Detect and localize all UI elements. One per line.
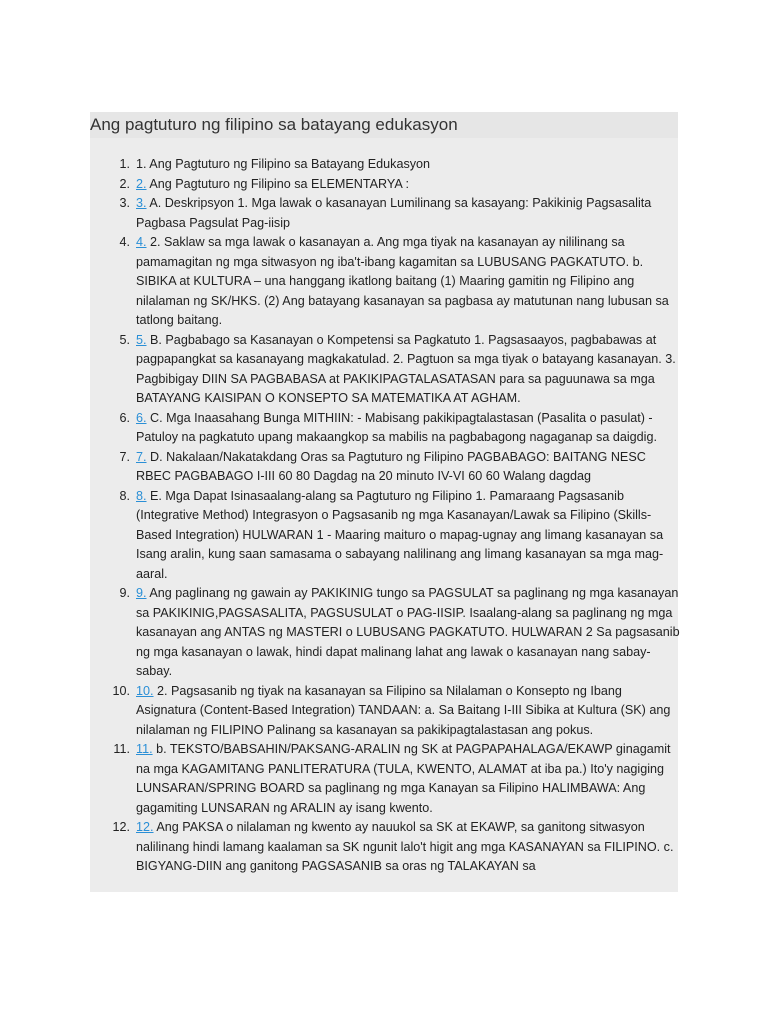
item-text: Ang paglinang ng gawain ay PAKIKINIG tungo sa PAGSULAT sa paglinang ng mga kasanayan sa PAKIKINIG,PAGSASALITA, PAGSUSULAT o PAG-IISIP. Isaalang-alang sa paglinang ng mga kasanayan ang ANTAS ng MASTERI o LUBUSANG PAGKATUTO. HULWARAN 2 Sa pagsasanib ng mga kasanayan o lawak, hindi dapat malinang lahat ang lawak o kasanayan nang sabay-sabay. bbox=[136, 586, 680, 678]
list-item bbox=[100, 584, 680, 682]
list-item bbox=[100, 233, 680, 331]
slide-link[interactable]: 8. bbox=[136, 488, 147, 503]
item-number: 10. bbox=[112, 683, 130, 698]
item-text: 2. Saklaw sa mga lawak o kasanayan a. Ang mga tiyak na kasanayan ay nililinang sa pamamagitan ng mga sitwasyon ng iba't-ibang kagamitan sa LUBUSANG PAGKATUTO. b. SIBIKA at KULTURA – una hanggang ikatlong baitang (1) Maaring gamitin ng Filipino ang nilalaman ng SK/HKS. (2) Ang batayang kasanayan sa pagbasa ay matutunan nang lubusan sa tatlong baitang. bbox=[136, 235, 669, 327]
slide-link[interactable]: 12. bbox=[136, 820, 154, 834]
list-item bbox=[100, 194, 680, 233]
item-number: 12. bbox=[112, 820, 130, 834]
list-item bbox=[100, 155, 680, 175]
item-text: Ang Pagtuturo ng Filipino sa ELEMENTARYA : bbox=[146, 176, 410, 191]
slide-link[interactable]: 11. bbox=[136, 742, 153, 756]
list-item bbox=[100, 682, 680, 741]
slide-link[interactable]: 7. bbox=[136, 449, 147, 464]
item-number: 3. bbox=[119, 196, 130, 210]
slide-link[interactable]: 9. bbox=[136, 586, 147, 600]
item-text: A. Deskripsyon 1. Mga lawak o kasanayan Lumilinang sa kasayang: Pakikinig Pagsasalita Pagbasa Pagsulat Pag-iisip bbox=[136, 196, 652, 230]
item-number: 4. bbox=[119, 235, 130, 249]
slide-link[interactable]: 5. bbox=[136, 332, 147, 347]
list-item bbox=[100, 448, 680, 487]
slide-link[interactable]: 3. bbox=[136, 196, 147, 210]
list-item bbox=[100, 487, 680, 585]
list-item bbox=[100, 331, 680, 409]
item-text: E. Mga Dapat Isinasaalang-alang sa Pagtuturo ng Filipino 1. Pamaraang Pagsasanib (Integrative Method) Integrasyon o Pagsasanib ng mga Kasanayan/Lawak sa Filipino (Skills-Based Integration) HULWARAN 1 - Maaring maituro o mapag-ugnay ang limang kasanayan sa Isang aralin, kung saan samasama o sabayang nalilinang ang limang kasanayan sa mga mag-aaral. bbox=[136, 488, 664, 581]
document-title: Ang pagtuturo ng filipino sa batayang edukasyon bbox=[90, 115, 458, 134]
item-text: 2. Pagsasanib ng tiyak na kasanayan sa Filipino sa Nilalaman o Konsepto ng Ibang Asignatura (Content-Based Integration) TANDAAN: a. Sa Baitang I-III Sibika at Kultura (SK) ang nilalaman ng FILIPINO Palinang sa kasanayan sa pakikipagtalastasan ang pokus. bbox=[136, 683, 671, 737]
slide-link[interactable]: 10. bbox=[136, 683, 154, 698]
list-item bbox=[100, 409, 680, 448]
slide-link[interactable]: 6. bbox=[136, 410, 147, 425]
item-text: 1. Ang Pagtuturo ng Filipino sa Batayang Edukasyon bbox=[136, 157, 431, 171]
item-number: 6. bbox=[119, 410, 130, 425]
slide-list bbox=[100, 155, 680, 877]
item-number: 1. bbox=[119, 157, 130, 171]
item-number: 8. bbox=[119, 488, 130, 503]
item-number: 7. bbox=[119, 449, 130, 464]
item-number: 2. bbox=[119, 176, 130, 191]
item-text: B. Pagbabago sa Kasanayan o Kompetensi sa Pagkatuto 1. Pagsasaayos, pagbabawas at pagpapangkat sa kasanayang magkakatulad. 2. Pagtuon sa mga tiyak o batayang kasanayan. 3. Pagbibigay DIIN SA PAGBABASA at PAKIKIPAGTALASATASAN para sa paguunawa sa mga BATAYANG KAISIPAN O KONSEPTO SA MATEMATIKA AT AGHAM. bbox=[136, 332, 676, 405]
slide-link[interactable]: 2. bbox=[136, 176, 147, 191]
item-text: C. Mga Inaasahang Bunga MITHIIN: - Mabisang pakikipagtalastasan (Pasalita o pasulat) - Patuloy na pagkatuto upang makaangkop sa mabilis na pagbabagong nagaganap sa daigdig. bbox=[136, 410, 657, 444]
item-text: b. TEKSTO/BABSAHIN/PAKSANG-ARALIN ng SK at PAGPAPAHALAGA/EKAWP ginagamit na mga KAGAMITANG PANLITERATURA (TULA, KWENTO, ALAMAT at iba pa.) Ito'y nagiging LUNSARAN/SPRING BOARD sa paglinang ng mga Kanayan sa Filipino HALIMBAWA: Ang gagamiting LUNSARAN ng ARALIN ay isang kwento. bbox=[136, 742, 671, 815]
item-number: 5. bbox=[119, 332, 130, 347]
list-item bbox=[100, 740, 680, 818]
item-text: D. Nakalaan/Nakatakdang Oras sa Pagtuturo ng Filipino PAGBABAGO: BAITANG NESC RBEC PAGBABAGO I-III 60 80 Dagdag na 20 minuto IV-VI 60 60 Walang dagdag bbox=[136, 449, 646, 483]
item-text: Ang PAKSA o nilalaman ng kwento ay nauukol sa SK at EKAWP, sa ganitong sitwasyon nalilinang hindi lamang kaalaman sa SK ngunit lalo't higit ang mga KASANAYAN sa FILIPINO. c. BIGYANG-DIIN ang ganitong PAGSASANIB sa oras ng TALAKAYAN sa bbox=[136, 820, 674, 873]
item-number: 9. bbox=[119, 586, 130, 600]
list-item bbox=[100, 818, 680, 877]
slide-link[interactable]: 4. bbox=[136, 235, 147, 249]
item-number: 11. bbox=[113, 742, 130, 756]
list-item bbox=[100, 175, 680, 195]
